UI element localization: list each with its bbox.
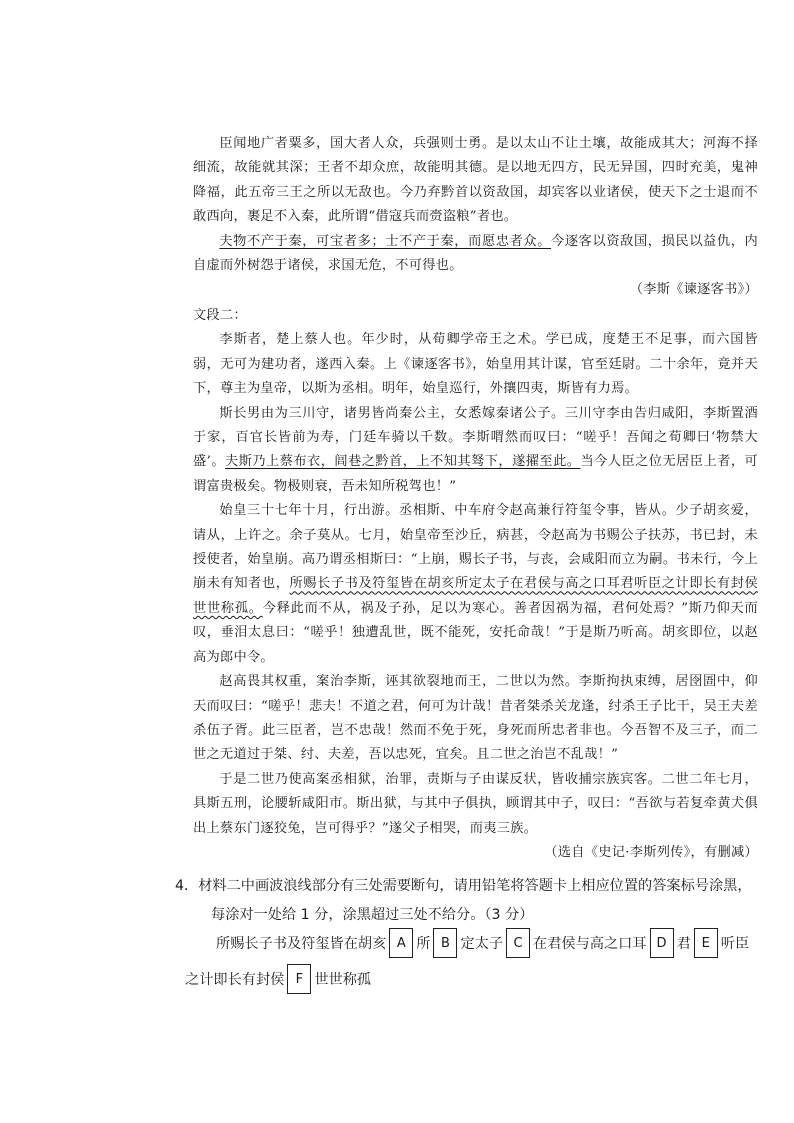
answer-box-a[interactable]: A [389, 928, 413, 958]
passage-one-source: （李斯《谏逐客书》） [629, 282, 758, 298]
underlined-sentence: 夫斯乃上蔡布衣，闾巷之黔首，上不知其驽下，遂擢至此。 [225, 454, 581, 470]
sentence-segment: 定太子 [460, 936, 504, 952]
sentence-segment: 所赐长子书及符玺皆在胡亥 [216, 936, 387, 952]
sentence-segment: 君 [676, 936, 691, 952]
passage-two-paragraph-2-end: 当今人臣之位无居臣上者，可谓富贵极矣。物极则衰，吾未知所税驾也！” [193, 454, 758, 494]
passage-one-paragraph-1: 臣闻地广者粟多，国大者人众，兵强则士勇。是以太山不让土壤，故能成其大；河海不择细流，故能就其深；王者不却众庶，故能明其德。是以地无四方，民无异国，四时充美，鬼神降福，此五帝三王之所以无敌也。今乃弃黔首以资敌国，却宾客以业诸侯，使天下之士退而不敢西向，裹足不入秦，此所谓“借寇兵而赍盗粮”者也。 [193, 136, 758, 225]
question-stem-line-1: 4．材料二中画波浪线部分有三处需要断句，请用铅笔将答题卡上相应位置的答案标号涂黑， [175, 878, 752, 894]
punctuation-sentence [185, 926, 773, 996]
passage-two-source: （选自《史记·李斯列传》，有删减） [544, 844, 758, 860]
passage-one [193, 132, 758, 303]
passage-two-paragraph-4: 赵高畏其权重，案治李斯，诬其欲裂地而王，二世以为然。李斯拘执束缚，居囹圄中，仰天而叹曰：“嗟乎！悲夫！不道之君，何可为计哉！昔者桀杀关龙逢，纣杀王子比干，吴王夫差杀伍子胥。此三臣者，岂不忠哉！然而不免于死，身死而所忠者非也。今吾智不及三子，而二世之无道过于桀、纣、夫差，吾以忠死，宜矣。且二世之治岂不乱哉！” [193, 674, 758, 763]
passage-one-paragraph-2 [193, 230, 758, 279]
answer-box-e[interactable]: E [694, 928, 718, 958]
passage-two-paragraph-2 [193, 402, 758, 500]
wavy-underlined-sentence: 所赐长子书及符玺皆在胡亥所定太子在君侯与高之口耳君听臣之计即长有封侯世世称孤。 [193, 576, 758, 616]
passage-two-paragraph-2-start: 斯长男由为三川守，诸男皆尚秦公主，女悉嫁秦诸公子。三川守李由告归咸阳，李斯置酒于家，百官长皆前为寿，门廷车骑以千数。李斯喟然而叹曰：“嗟乎！吾闻之荀卿曰‘物禁大盛’。 [193, 405, 758, 470]
question-4 [175, 872, 765, 930]
answer-box-d[interactable]: D [650, 928, 674, 958]
passage-two-paragraph-3 [193, 499, 758, 670]
passage-two [193, 304, 758, 865]
answer-box-f[interactable]: F [287, 964, 311, 994]
answer-box-b[interactable]: B [433, 928, 457, 958]
passage-two-paragraph-1: 李斯者，楚上蔡人也。年少时，从荀卿学帝王之术。学已成，度楚王不足事，而六国皆弱，无可为建功者，遂西入秦。上《谏逐客书》，始皇用其计谋，官至廷尉。二十余年，竟并天下，尊主为皇帝，以斯为丞相。明年，始皇巡行，外攘四夷，斯皆有力焉。 [193, 332, 758, 397]
sentence-segment: 世世称孤 [314, 972, 372, 988]
passage-two-paragraph-5: 于是二世乃使高案丞相狱，治罪，责斯与子由谋反状，皆收捕宗族宾客。二世二年七月，具斯五刑，论腰斩咸阳市。斯出狱，与其中子俱执，顾谓其中子，叹曰：“吾欲与若复牵黄犬俱出上蔡东门逐狡兔，岂可得乎？”遂父子相哭，而夷三族。 [193, 771, 758, 836]
sentence-line-1 [216, 926, 773, 960]
sentence-segment: 所 [416, 936, 431, 952]
passage-two-heading: 文段二： [193, 308, 247, 323]
underlined-sentence: 夫物不产于秦，可宝者多；士不产于秦，而愿忠者众。 [219, 233, 552, 249]
passage-two-paragraph-3-end: 今释此而不从，祸及子孙，足以为寒心。善者因祸为福，君何处焉？”斯乃仰天而叹，垂泪太息曰：“嗟乎！独遭乱世，既不能死，安托命哉！”于是斯乃听高。胡亥即位，以赵高为郎中令。 [193, 600, 758, 665]
sentence-segment: 听臣 [720, 936, 750, 952]
question-stem-line-2: 每涂对一处给 1 分，涂黑超过三处不给分。（3 分） [211, 907, 534, 923]
passage-one-paragraph-2-rest: 今逐客以资敌国，损民以益仇，内自虚而外树怨于诸侯，求国无危，不可得也。 [193, 233, 758, 274]
sentence-segment: 在君侯与高之口耳 [533, 936, 647, 952]
sentence-segment: 之计即长有封侯 [185, 972, 285, 988]
answer-box-c[interactable]: C [506, 928, 530, 958]
sentence-line-2 [185, 962, 773, 996]
passage-two-paragraph-3-start: 始皇三十七年十月，行出游。丞相斯、中车府令赵高兼行符玺令事，皆从。少子胡亥爱，请从，上许之。余子莫从。七月，始皇帝至沙丘，病甚，令赵高为书赐公子扶苏，书已封，未授使者，始皇崩。高乃谓丞相斯曰：“上崩，赐长子书，与丧，会咸阳而立为嗣。书未行，今上崩未有知者也， [193, 503, 758, 592]
